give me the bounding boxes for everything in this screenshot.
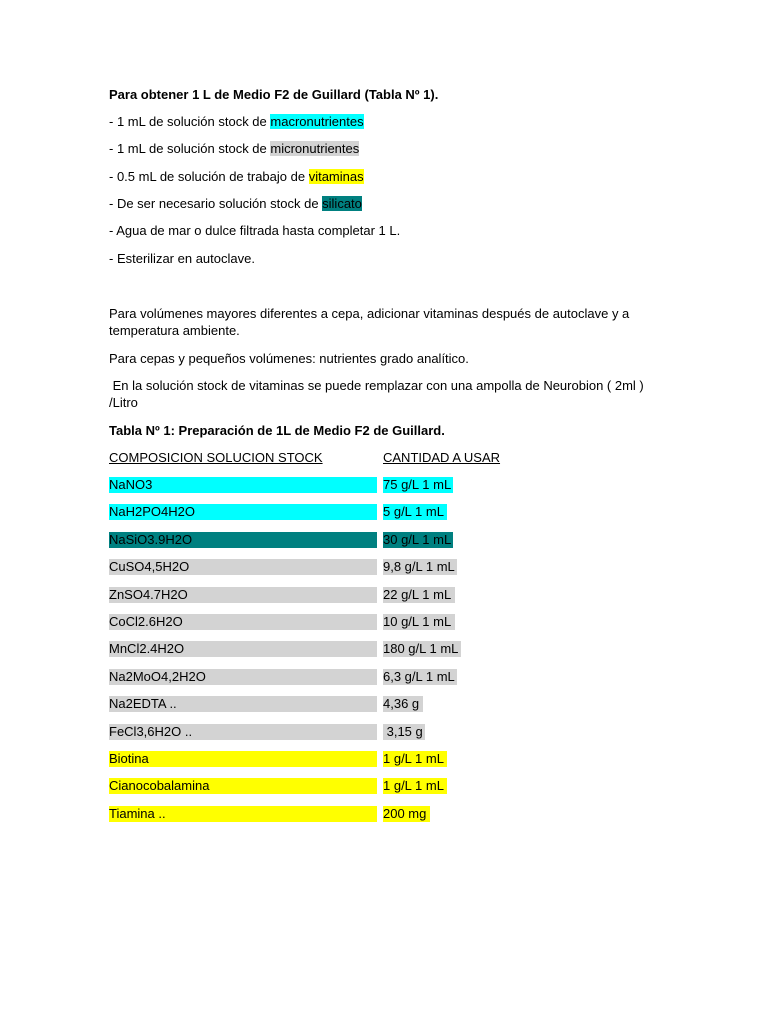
cell-cantidad: 4,36 g <box>383 696 423 712</box>
highlight-vitaminas: vitaminas <box>308 169 364 184</box>
cell-composicion: NaH2PO4H2O <box>109 504 377 520</box>
step-text: - De ser necesario solución stock de <box>109 196 323 211</box>
cell-cantidad: 3,15 g <box>383 724 425 740</box>
cell-composicion: Cianocobalamina <box>109 778 377 794</box>
cell-composicion: MnCl2.4H2O <box>109 641 377 657</box>
cell-composicion: NaNO3 <box>109 477 377 493</box>
cell-cantidad: 1 g/L 1 mL <box>383 751 447 767</box>
cell-composicion: Na2EDTA .. <box>109 696 377 712</box>
cell-cantidad: 200 mg <box>383 806 430 822</box>
note-cepas: Para cepas y pequeños volúmenes: nutrientes grado analítico. <box>109 351 469 366</box>
note-volumenes: Para volúmenes mayores diferentes a cepa, adicionar vitaminas después de autoclave y a temperatura ambiente. <box>109 306 630 338</box>
cell-cantidad: 1 g/L 1 mL <box>383 778 447 794</box>
column-header-cantidad: CANTIDAD A USAR <box>383 450 501 465</box>
column-header-composicion: COMPOSICION SOLUCION STOCK <box>109 450 323 465</box>
table-title: Tabla Nº 1: Preparación de 1L de Medio F2 de Guillard. <box>109 423 445 438</box>
cell-cantidad: 180 g/L 1 mL <box>383 641 461 657</box>
cell-cantidad: 75 g/L 1 mL <box>383 477 452 492</box>
highlight-micronutrientes: micronutrientes <box>270 141 360 156</box>
step-text: - 1 mL de solución stock de <box>109 114 271 129</box>
step-macronutrientes <box>109 113 364 130</box>
highlight-macronutrientes: macronutrientes <box>270 114 364 129</box>
step-esterilizar: - Esterilizar en autoclave. <box>109 251 255 266</box>
step-micronutrientes <box>109 140 359 157</box>
cell-composicion: ZnSO4.7H2O <box>109 587 377 603</box>
cell-cantidad: 6,3 g/L 1 mL <box>383 669 457 685</box>
cell-composicion: FeCl3,6H2O .. <box>109 724 377 740</box>
document-heading: Para obtener 1 L de Medio F2 de Guillard (Tabla Nº 1). <box>109 87 439 102</box>
highlight-silicato: silicato <box>322 196 362 211</box>
cell-composicion: Tiamina .. <box>109 806 377 822</box>
cell-cantidad: 22 g/L 1 mL <box>383 587 455 603</box>
cell-composicion: CuSO4,5H2O <box>109 559 377 575</box>
step-agua: - Agua de mar o dulce filtrada hasta completar 1 L. <box>109 223 401 238</box>
cell-composicion: Na2MoO4,2H2O <box>109 669 377 685</box>
cell-cantidad: 10 g/L 1 mL <box>383 614 455 630</box>
cell-composicion: NaSiO3.9H2O <box>109 532 377 548</box>
cell-cantidad: 5 g/L 1 mL <box>383 504 447 520</box>
cell-cantidad: 9,8 g/L 1 mL <box>383 559 457 575</box>
step-silicato <box>109 195 362 212</box>
step-vitaminas <box>109 168 364 185</box>
cell-composicion: CoCl2.6H2O <box>109 614 377 630</box>
step-text: - 0.5 mL de solución de trabajo de <box>109 169 309 184</box>
cell-cantidad: 30 g/L 1 mL <box>383 532 452 547</box>
note-neurobion: En la solución stock de vitaminas se puede remplazar con una ampolla de Neurobion ( 2ml ) /Litro <box>109 378 648 410</box>
cell-composicion: Biotina <box>109 751 377 767</box>
step-text: - 1 mL de solución stock de <box>109 141 271 156</box>
